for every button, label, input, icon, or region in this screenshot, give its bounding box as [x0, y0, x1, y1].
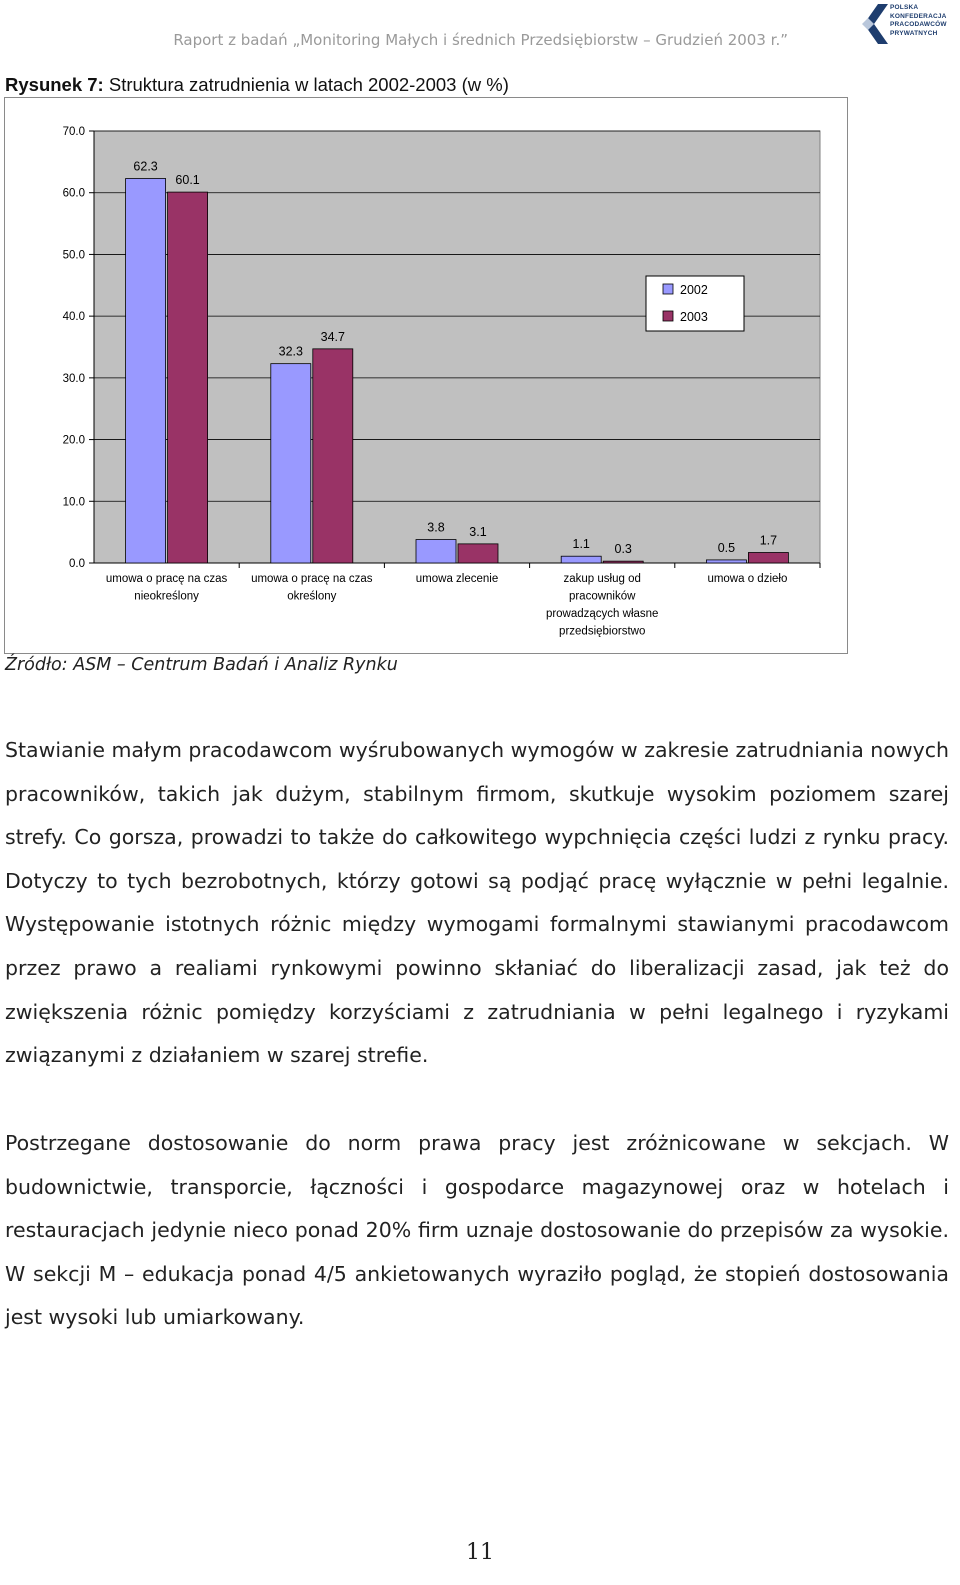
logo-line: PRYWATNYCH — [890, 29, 938, 37]
page-number: 11 — [466, 1540, 494, 1565]
x-tick-label: umowa o pracę na czas — [105, 573, 228, 585]
figure-title: Struktura zatrudnienia w latach 2002-2003 (w %) — [103, 74, 509, 95]
data-label: 62.3 — [133, 159, 158, 174]
chart-frame — [4, 97, 848, 654]
y-tick-label: 70.0 — [62, 126, 85, 138]
legend-label: 2003 — [680, 310, 708, 324]
bar-chart — [5, 98, 847, 653]
data-label: 0.5 — [717, 540, 736, 555]
data-label: 0.3 — [614, 542, 632, 557]
bar-2002 — [706, 560, 746, 563]
figure-source: Źródło: ASM – Centrum Badań i Analiz Rynku — [5, 655, 398, 675]
logo-line: PRACODAWCÓW — [890, 21, 947, 28]
x-tick-label: umowa zlecenie — [415, 573, 499, 585]
data-label: 1.1 — [572, 537, 590, 552]
page-header — [0, 0, 960, 60]
y-tick-label: 0.0 — [69, 558, 85, 570]
data-label: 1.7 — [759, 533, 778, 548]
bar-2003 — [458, 544, 498, 563]
x-tick-label: prowadzących własne — [545, 608, 659, 620]
x-tick-label: przedsiębiorstwo — [559, 625, 646, 638]
y-tick-label: 30.0 — [62, 372, 85, 385]
pkpp-logo — [862, 2, 958, 46]
bar-2002 — [416, 540, 456, 563]
bar-2002 — [126, 179, 166, 563]
running-title: Raport z badań „Monitoring Małych i średnich Przedsiębiorstw – Grudzień 2003 r.” — [173, 31, 788, 49]
y-tick-label: 50.0 — [62, 249, 85, 262]
bar-2002 — [561, 556, 601, 563]
x-tick-label: pracowników — [568, 590, 636, 603]
x-tick-label: nieokreślony — [134, 590, 199, 603]
x-tick-label: zakup usług od — [563, 573, 641, 585]
bar-2003 — [748, 553, 788, 563]
logo-text — [890, 4, 947, 38]
figure-caption — [5, 74, 509, 96]
body-paragraph-1: Stawianie małym pracodawcom wyśrubowanych wymogów w zakresie zatrudniania nowych pracowników, takich jak dużym, stabilnym firmom, skutkuje wysokim poziomem szarej strefy. Co gorsza, prowadzi to także do całkowitego wypchnięcia części ludzi z rynku pracy. Dotyczy to tych bezrobotnych, którzy gotowi są podjąć pracę wyłącznie w pełni legalnie. Występowanie istotnych różnic między wymogami formalnymi stawianymi pracodawcom przez prawo a realiami rynkowymi powinno skłaniać do liberalizacji zasad, jak też do zwiększenia różnic pomiędzy korzyściami z zatrudniania w pełni legalnego i ryzykami związanymi z działaniem w szarej strefie. — [5, 738, 950, 1068]
figure-label: Rysunek 7: — [5, 74, 104, 95]
logo-line: POLSKA — [890, 4, 919, 11]
data-label: 3.8 — [427, 520, 445, 535]
y-tick-label: 10.0 — [62, 496, 85, 509]
legend-swatch — [663, 284, 673, 294]
bar-2002 — [271, 364, 311, 563]
data-label: 32.3 — [278, 344, 303, 359]
legend-label: 2002 — [680, 283, 708, 297]
bar-2003 — [313, 349, 353, 563]
bar-2003 — [603, 561, 643, 563]
legend-swatch — [663, 311, 673, 321]
body-paragraph-2: Postrzegane dostosowanie do norm prawa pracy jest zróżnicowane w sekcjach. W budownictwie, transporcie, łączności i gospodarce magazynowej oraz w hotelach i restauracjach jedynie nieco ponad 20% firm uznaje dostosowanie do przepisów za wysokie. W sekcji M – edukacja ponad 4/5 ankietowanych wyraziło pogląd, że stopień dostosowania jest wysoki lub umiarkowany. — [5, 1131, 949, 1330]
data-label: 60.1 — [175, 173, 200, 188]
y-tick-label: 20.0 — [62, 434, 85, 447]
y-tick-label: 40.0 — [62, 311, 85, 324]
data-label: 3.1 — [469, 524, 487, 539]
logo-line: KONFEDERACJA — [890, 12, 947, 20]
bar-2003 — [168, 192, 208, 563]
x-tick-label: umowa o dzieło — [707, 573, 788, 585]
x-tick-label: umowa o pracę na czas — [251, 573, 373, 585]
data-label: 34.7 — [320, 329, 345, 344]
logo-mark-icon — [862, 4, 888, 44]
y-tick-label: 60.0 — [62, 187, 85, 200]
x-tick-label: określony — [287, 590, 337, 603]
